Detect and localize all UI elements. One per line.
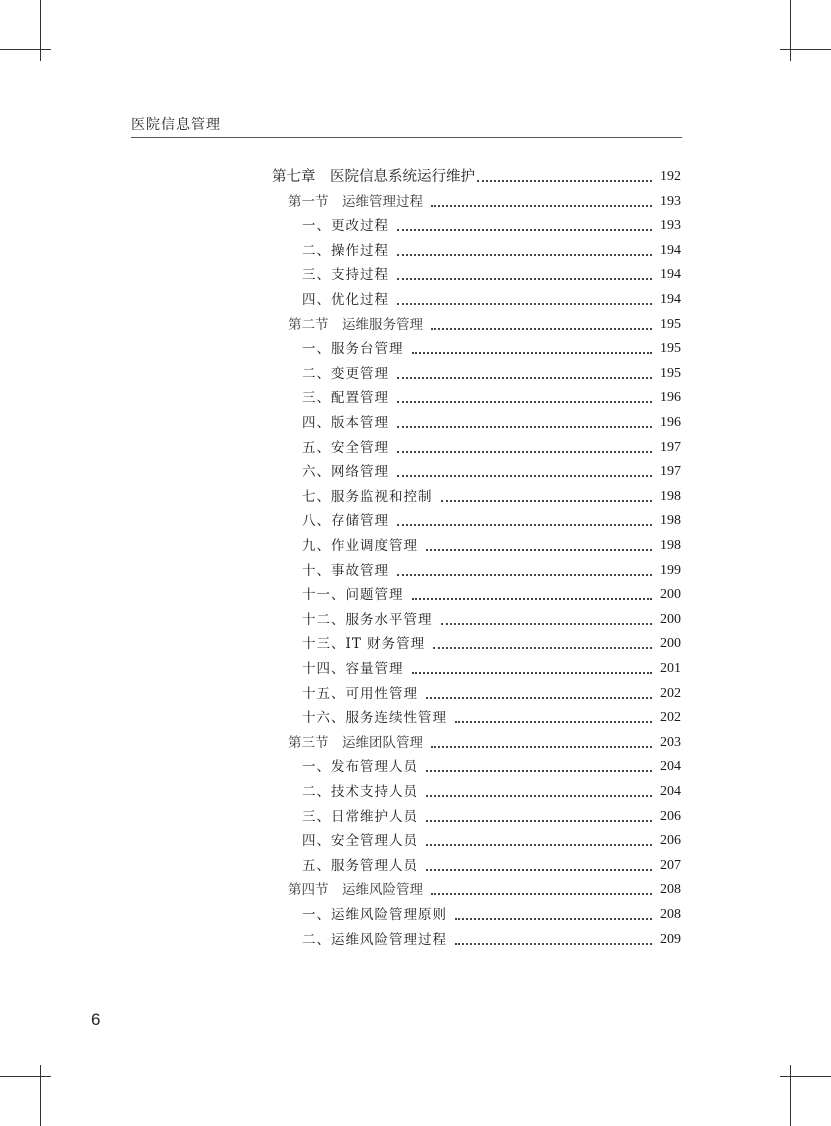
dot-leader [426, 820, 652, 822]
toc-entry-label: 一、发布管理人员 [302, 759, 418, 775]
dot-leader [455, 943, 652, 945]
toc-entry-item [302, 411, 681, 431]
toc-entry-page: 194 [660, 243, 681, 258]
dot-leader [397, 278, 652, 280]
dot-leader [412, 598, 653, 600]
toc-entry-label: 十四、容量管理 [302, 661, 404, 677]
toc-entry-item [302, 829, 681, 849]
dot-leader [397, 377, 652, 379]
dot-leader [412, 672, 653, 674]
dot-leader [397, 401, 652, 403]
toc-entry-label: 十一、问题管理 [302, 587, 404, 603]
dot-leader [426, 697, 652, 699]
toc-entry-page: 197 [660, 440, 681, 455]
toc-entry-item [302, 632, 681, 652]
toc-entry-page: 199 [660, 563, 681, 578]
toc-entry-label: 一、服务台管理 [302, 341, 404, 357]
crop-mark [780, 1076, 831, 1077]
toc-entry-page: 197 [660, 464, 681, 479]
dot-leader [397, 451, 652, 453]
crop-mark [40, 0, 41, 61]
dot-leader [426, 844, 652, 846]
toc-entry-item [302, 755, 681, 775]
toc-entry-label: 二、操作过程 [302, 243, 389, 259]
toc-entry-page: 201 [660, 661, 681, 676]
dot-leader [397, 254, 652, 256]
dot-leader [397, 229, 652, 231]
toc-entry-page: 208 [660, 882, 681, 897]
toc-entry-item [302, 657, 681, 677]
toc-entry-item [302, 854, 681, 874]
toc-entry-item [302, 386, 681, 406]
crop-mark [0, 1076, 51, 1077]
toc-entry-item [302, 534, 681, 554]
toc-entry-page: 200 [660, 612, 681, 627]
toc-entry-page: 203 [660, 735, 681, 750]
toc-entry-item [302, 362, 681, 382]
dot-leader [397, 524, 652, 526]
toc-entry-page: 208 [660, 907, 681, 922]
toc-entry-label: 十、事故管理 [302, 563, 389, 579]
dot-leader [426, 869, 652, 871]
toc-entry-page: 198 [660, 538, 681, 553]
dot-leader [397, 426, 652, 428]
dot-leader [426, 549, 652, 551]
dot-leader [433, 647, 652, 649]
toc-entry-label: 一、更改过程 [302, 218, 389, 234]
toc-entry-section [288, 731, 681, 751]
toc-entry-item [302, 903, 681, 923]
toc-entry-label: 五、安全管理 [302, 440, 389, 456]
toc-entry-page: 209 [660, 932, 681, 947]
toc-entry-label: 二、运维风险管理过程 [302, 932, 447, 948]
dot-leader [441, 500, 653, 502]
toc-entry-label: 四、安全管理人员 [302, 833, 418, 849]
toc-entry-page: 207 [660, 858, 681, 873]
toc-entry-label: 十六、服务连续性管理 [302, 710, 447, 726]
page-number: 6 [91, 1010, 101, 1029]
toc-entry-page: 200 [660, 636, 681, 651]
toc-entry-item [302, 509, 681, 529]
toc-entry-chapter [272, 165, 681, 185]
dot-leader [441, 623, 653, 625]
toc-entry-item [302, 436, 681, 456]
dot-leader [397, 303, 652, 305]
toc-entry-label: 四、优化过程 [302, 292, 389, 308]
toc-entry-label: 第四节 运维风险管理 [288, 882, 423, 898]
dot-leader [431, 746, 652, 748]
toc-entry-page: 202 [660, 710, 681, 725]
toc-entry-item [302, 214, 681, 234]
toc-entry-label: 十二、服务水平管理 [302, 612, 433, 628]
toc-entry-item [302, 608, 681, 628]
toc-entry-item [302, 485, 681, 505]
toc-entry-page: 194 [660, 292, 681, 307]
toc-entry-page: 196 [660, 415, 681, 430]
toc-entry-page: 198 [660, 513, 681, 528]
toc-entry-item [302, 460, 681, 480]
toc-entry-label: 八、存储管理 [302, 513, 389, 529]
dot-leader [431, 893, 652, 895]
toc-entry-page: 195 [660, 341, 681, 356]
toc-entry-label: 二、变更管理 [302, 366, 389, 382]
toc-entry-item [302, 337, 681, 357]
toc-entry-item [302, 928, 681, 948]
dot-leader [477, 180, 652, 182]
toc-entry-label: 三、日常维护人员 [302, 809, 418, 825]
dot-leader [412, 352, 653, 354]
toc-entry-item [302, 682, 681, 702]
dot-leader [455, 721, 652, 723]
dot-leader [431, 328, 652, 330]
toc-entry-label: 四、版本管理 [302, 415, 389, 431]
toc-entry-item [302, 288, 681, 308]
dot-leader [426, 795, 652, 797]
running-header: 医院信息管理 [131, 117, 221, 133]
toc-entry-item [302, 263, 681, 283]
toc-entry-page: 192 [660, 169, 681, 184]
toc-entry-item [302, 706, 681, 726]
crop-mark [790, 1065, 791, 1126]
toc-entry-page: 195 [660, 366, 681, 381]
dot-leader [431, 205, 652, 207]
toc-entry-page: 206 [660, 833, 681, 848]
toc-entry-section [288, 313, 681, 333]
toc-entry-page: 195 [660, 317, 681, 332]
toc-entry-label: 第二节 运维服务管理 [288, 317, 423, 333]
toc-entry-item [302, 805, 681, 825]
toc-entry-section [288, 190, 681, 210]
toc-entry-page: 204 [660, 784, 681, 799]
crop-mark [40, 1065, 41, 1126]
dot-leader [426, 770, 652, 772]
toc-entry-label: 六、网络管理 [302, 464, 389, 480]
toc-entry-label: 三、配置管理 [302, 390, 389, 406]
toc-entry-label: 七、服务监视和控制 [302, 489, 433, 505]
toc-entry-label: 二、技术支持人员 [302, 784, 418, 800]
dot-leader [397, 475, 652, 477]
toc-entry-label: 第七章 医院信息系统运行维护 [272, 169, 475, 185]
toc-entry-label: 十三、IT 财务管理 [302, 636, 426, 652]
toc-entry-page: 202 [660, 686, 681, 701]
dot-leader [455, 918, 652, 920]
toc-entry-label: 十五、可用性管理 [302, 686, 418, 702]
toc-entry-label: 三、支持过程 [302, 267, 389, 283]
crop-mark [780, 49, 831, 50]
toc-entry-page: 204 [660, 759, 681, 774]
toc-entry-item [302, 583, 681, 603]
toc-entry-item [302, 559, 681, 579]
toc-entry-label: 第三节 运维团队管理 [288, 735, 423, 751]
toc-entry-label: 五、服务管理人员 [302, 858, 418, 874]
dot-leader [397, 574, 652, 576]
toc-entry-item [302, 780, 681, 800]
toc-entry-page: 198 [660, 489, 681, 504]
toc-entry-label: 一、运维风险管理原则 [302, 907, 447, 923]
crop-mark [0, 49, 51, 50]
toc-entry-page: 196 [660, 390, 681, 405]
crop-mark [790, 0, 791, 61]
toc-entry-page: 193 [660, 218, 681, 233]
toc-entry-item [302, 239, 681, 259]
header-rule [131, 137, 682, 138]
toc-entry-label: 九、作业调度管理 [302, 538, 418, 554]
toc-entry-label: 第一节 运维管理过程 [288, 194, 423, 210]
toc-entry-page: 206 [660, 809, 681, 824]
toc-entry-page: 193 [660, 194, 681, 209]
toc-entry-section [288, 878, 681, 898]
toc-entry-page: 194 [660, 267, 681, 282]
toc-entry-page: 200 [660, 587, 681, 602]
